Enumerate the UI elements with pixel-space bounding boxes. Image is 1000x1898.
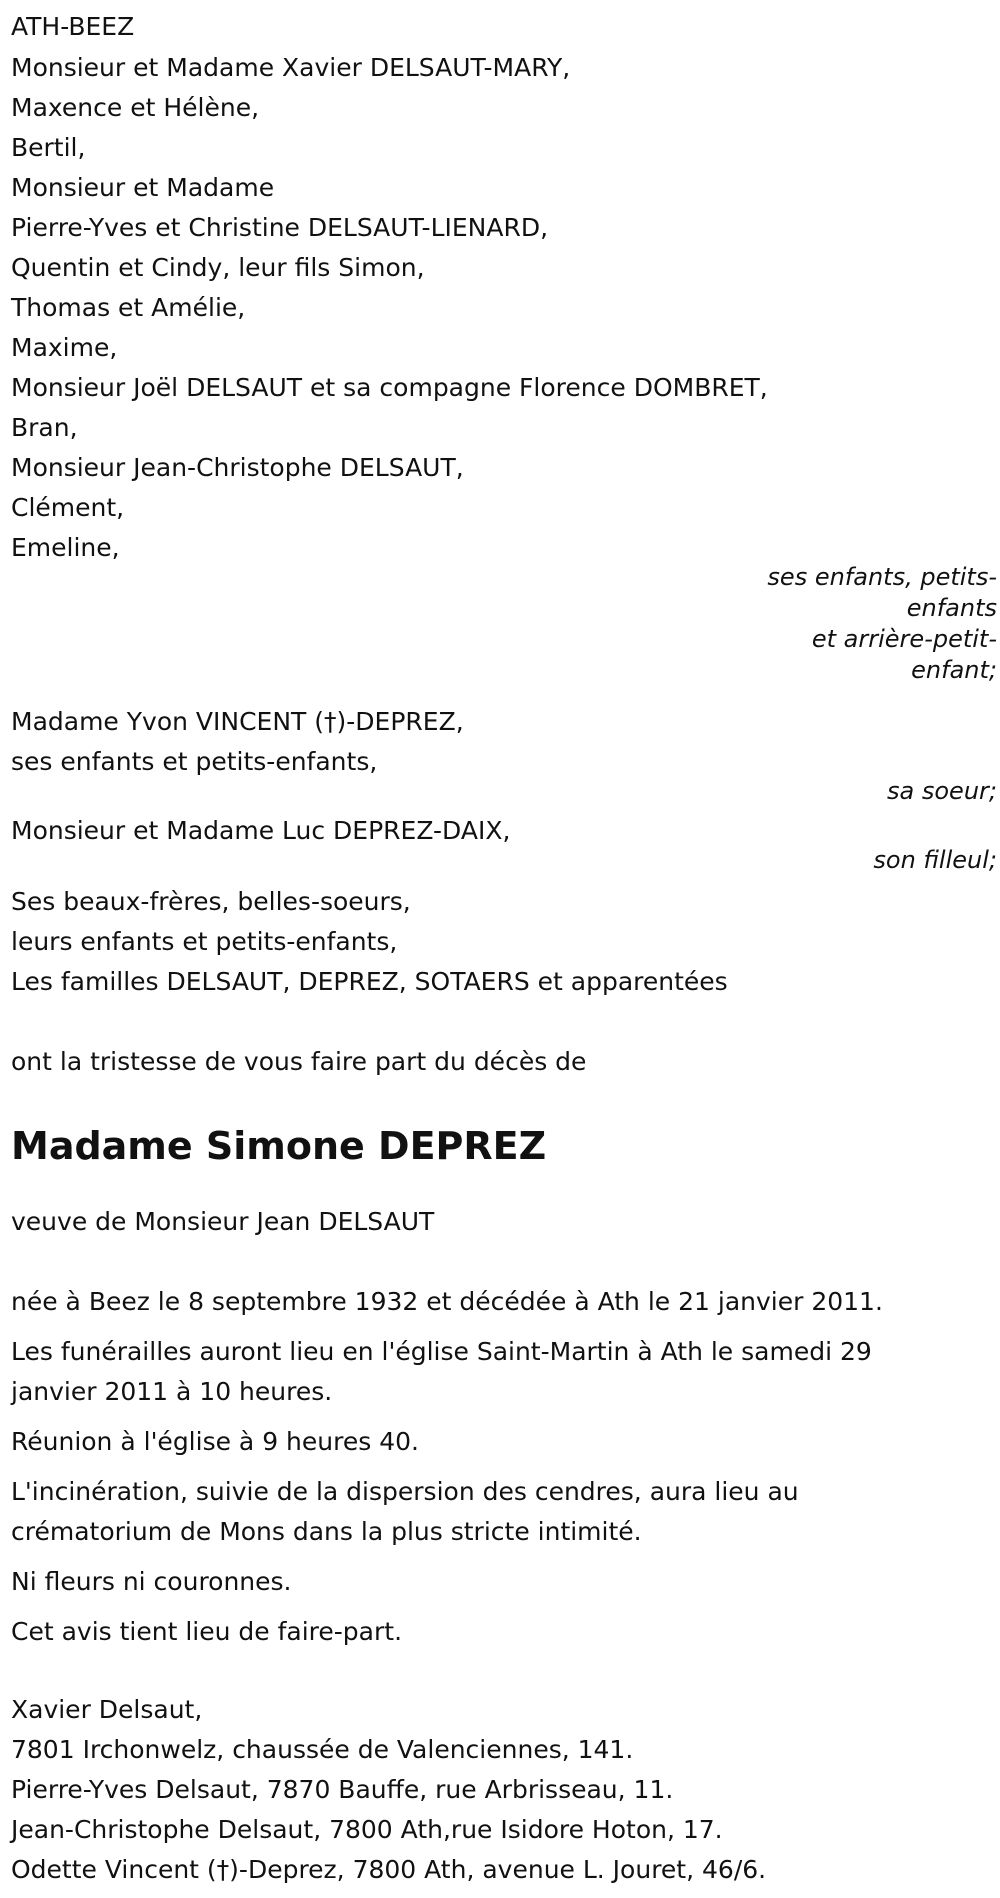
relation-sister: sa soeur; bbox=[887, 777, 997, 805]
sister-family-line: ses enfants et petits-enfants, bbox=[11, 747, 378, 776]
cremation-line: L'incinération, suivie de la dispersion des cendres, aura lieu au crématorium de Mons dans la plus stricte intimité. bbox=[11, 1477, 799, 1546]
funeral-line: Les funérailles auront lieu en l'église Saint-Martin à Ath le samedi 29 janvier 2011 à 10 heures. bbox=[11, 1337, 872, 1406]
address-line: Xavier Delsaut, bbox=[11, 1695, 203, 1724]
deceased-name: Madame Simone DEPREZ bbox=[11, 1124, 547, 1168]
in-laws-line: Les familles DELSAUT, DEPREZ, SOTAERS et apparentées bbox=[11, 967, 728, 996]
address-line: 7801 Irchonwelz, chaussée de Valenciennes, 141. bbox=[11, 1735, 634, 1764]
no-flowers-line: Ni fleurs ni couronnes. bbox=[11, 1567, 292, 1596]
address-line: Jean-Christophe Delsaut, 7800 Ath,rue Isidore Hoton, 17. bbox=[11, 1815, 723, 1844]
widow-of-line: veuve de Monsieur Jean DELSAUT bbox=[11, 1207, 435, 1236]
family-line: Emeline, bbox=[11, 533, 120, 562]
sister-line: Madame Yvon VINCENT (†)-DEPREZ, bbox=[11, 707, 464, 736]
family-list bbox=[11, 48, 997, 568]
godson-line: Monsieur et Madame Luc DEPREZ-DAIX, bbox=[11, 816, 511, 845]
family-line: Quentin et Cindy, leur fils Simon, bbox=[11, 253, 425, 282]
family-line: Bertil, bbox=[11, 133, 86, 162]
obituary-notice bbox=[11, 10, 997, 1890]
family-line: Monsieur et Madame Xavier DELSAUT-MARY, bbox=[11, 53, 571, 82]
funeral-details bbox=[11, 1282, 997, 1652]
in-laws-line: leurs enfants et petits-enfants, bbox=[11, 927, 398, 956]
in-laws-list bbox=[11, 882, 997, 1002]
in-laws-line: Ses beaux-frères, belles-soeurs, bbox=[11, 887, 411, 916]
family-line: Maxime, bbox=[11, 333, 118, 362]
meeting-line: Réunion à l'église à 9 heures 40. bbox=[11, 1427, 419, 1456]
relation-great-grandchild: et arrière-petit-enfant; bbox=[811, 625, 997, 684]
address-line: Pierre-Yves Delsaut, 7870 Bauffe, rue Arbrisseau, 11. bbox=[11, 1775, 674, 1804]
family-line: Monsieur Joël DELSAUT et sa compagne Florence DOMBRET, bbox=[11, 373, 768, 402]
notice-line: Cet avis tient lieu de faire-part. bbox=[11, 1617, 403, 1646]
family-line: Thomas et Amélie, bbox=[11, 293, 246, 322]
relation-children: ses enfants, petits-enfants bbox=[767, 563, 997, 622]
family-line: Pierre-Yves et Christine DELSAUT-LIENARD, bbox=[11, 213, 549, 242]
family-line: Maxence et Hélène, bbox=[11, 93, 260, 122]
address-list bbox=[11, 1690, 997, 1890]
family-line: Clément, bbox=[11, 493, 125, 522]
relation-godson: son filleul; bbox=[873, 846, 997, 874]
family-line: Monsieur et Madame bbox=[11, 173, 275, 202]
family-line: Bran, bbox=[11, 413, 78, 442]
family-line: Monsieur Jean-Christophe DELSAUT, bbox=[11, 453, 464, 482]
location-header: ATH-BEEZ bbox=[11, 12, 135, 41]
address-line: Odette Vincent (†)-Deprez, 7800 Ath, avenue L. Jouret, 46/6. bbox=[11, 1855, 767, 1884]
birth-death-line: née à Beez le 8 septembre 1932 et décédée à Ath le 21 janvier 2011. bbox=[11, 1287, 883, 1316]
announcement-text: ont la tristesse de vous faire part du décès de bbox=[11, 1047, 587, 1076]
